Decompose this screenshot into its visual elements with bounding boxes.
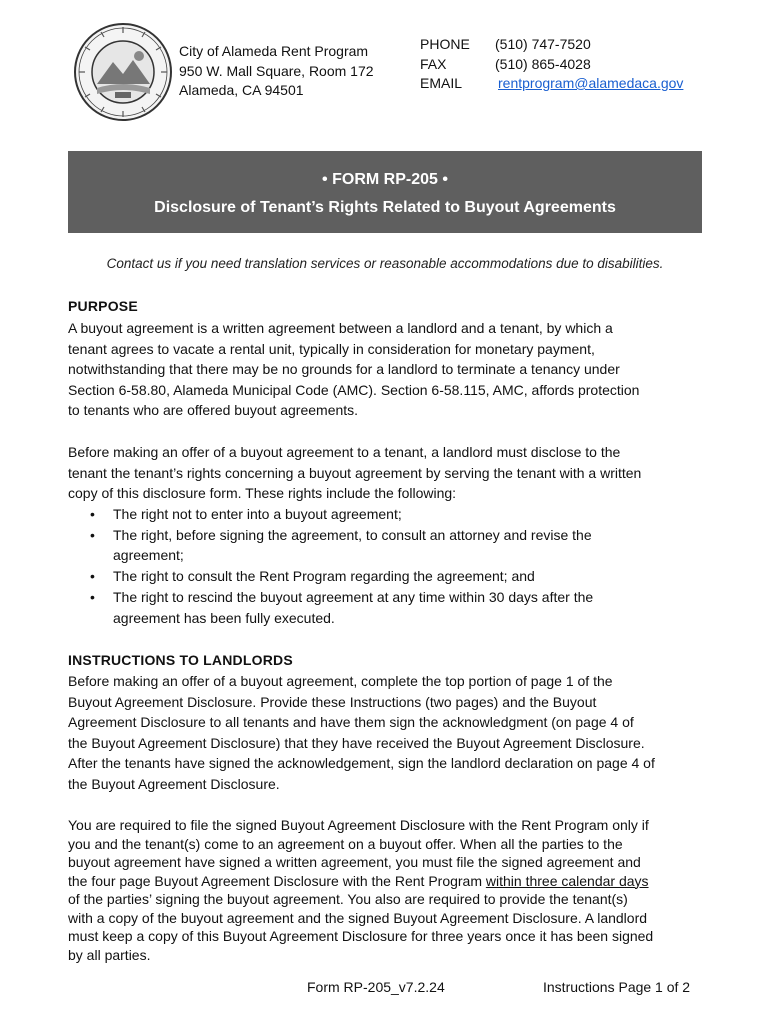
- text-line: the Buyout Agreement Disclosure) that they have received the Buyout Agreement Disclosure.: [68, 734, 645, 751]
- list-item: [90, 566, 593, 587]
- list-item: [90, 504, 593, 525]
- text-line: by all parties.: [68, 946, 151, 963]
- text-line: The right to rescind the buyout agreement at any time within 30 days after the: [113, 588, 594, 605]
- fax-number: (510) 865-4028: [495, 55, 591, 72]
- text-line: The right to consult the Rent Program regarding the agreement; and: [113, 568, 535, 585]
- text-line: [68, 872, 708, 891]
- purpose-paragraph-2: [68, 442, 708, 504]
- form-number: • FORM RP-205 •: [322, 171, 448, 188]
- text-line: Before making an offer of a buyout agreement to a tenant, a landlord must disclose to the: [68, 444, 621, 460]
- address-line-1: City of Alameda Rent Program: [179, 43, 369, 59]
- text-line: tenant the tenant’s rights concerning a buyout agreement by serving the tenant with a written: [68, 464, 642, 481]
- purpose-paragraph-1: [68, 318, 708, 421]
- text-line: of the parties’ signing the buyout agreement. You also are required to provide the tenant(s): [68, 891, 628, 907]
- footer-page-number: Instructions Page 1 of 2: [543, 979, 691, 995]
- text-line: Section 6-58.80, Alameda Municipal Code (AMC). Section 6-58.115, AMC, affords protection: [68, 381, 640, 398]
- text-line: After the tenants have signed the acknowledgement, sign the landlord declaration on page 4 of: [68, 755, 655, 771]
- text-line: agreement;: [113, 547, 184, 564]
- deadline-emphasis: within three calendar days: [485, 872, 649, 889]
- email-label: EMAIL: [420, 75, 463, 91]
- text-line: tenant agrees to vacate a rental unit, typically in consideration for monetary payment,: [68, 340, 595, 357]
- address-line-2: 950 W. Mall Square, Room 172: [179, 62, 374, 79]
- bullet-icon: •: [90, 526, 95, 543]
- fax-label: FAX: [420, 55, 447, 72]
- text-line: Before making an offer of a buyout agreement, complete the top portion of page 1 of the: [68, 673, 613, 689]
- text-line: the Buyout Agreement Disclosure.: [68, 775, 280, 792]
- bullet-icon: •: [90, 588, 95, 605]
- phone-label: PHONE: [420, 36, 470, 52]
- accessibility-note: Contact us if you need translation services or reasonable accommodations due to disabilities.: [106, 256, 664, 271]
- text-line: with a copy of the buyout agreement and the signed Buyout Agreement Disclosure. A landlord: [68, 909, 648, 926]
- instructions-paragraph-2: [68, 816, 708, 964]
- list-item: [90, 587, 593, 628]
- text-line: to tenants who are offered buyout agreements.: [68, 402, 359, 418]
- phone-number: (510) 747-7520: [495, 36, 591, 52]
- text-line: A buyout agreement is a written agreement between a landlord and a tenant, by which a: [68, 320, 613, 336]
- agency-address: [179, 42, 374, 101]
- text-line: buyout agreement have signed a written agreement, you must file the signed agreement and: [68, 854, 641, 870]
- text-line: You are required to file the signed Buyout Agreement Disclosure with the Rent Program only if: [68, 817, 649, 833]
- list-item: [90, 525, 593, 566]
- form-subtitle: Disclosure of Tenant’s Rights Related to Buyout Agreements: [154, 199, 616, 216]
- footer-form-id: Form RP-205_v7.2.24: [307, 979, 445, 995]
- city-seal-logo: [73, 22, 173, 122]
- rights-list: [90, 504, 593, 628]
- text-line: The right, before signing the agreement, to consult an attorney and revise the: [113, 526, 592, 543]
- instructions-paragraph-1: [68, 671, 708, 794]
- address-line-3: Alameda, CA 94501: [179, 82, 304, 98]
- text-line: you and the tenant(s) come to an agreement on a buyout offer. When all the parties to the: [68, 835, 623, 852]
- text-line: notwithstanding that there may be no grounds for a landlord to terminate a tenancy under: [68, 361, 620, 377]
- instructions-heading: INSTRUCTIONS TO LANDLORDS: [68, 652, 293, 668]
- email-link[interactable]: rentprogram@alamedaca.gov: [498, 75, 684, 91]
- text-line: copy of this disclosure form. These rights include the following:: [68, 485, 457, 501]
- text-line: agreement has been fully executed.: [113, 609, 335, 626]
- bullet-icon: •: [90, 568, 95, 585]
- text-line: The right not to enter into a buyout agreement;: [113, 506, 402, 522]
- text-line: Agreement Disclosure to all tenants and have them sign the acknowledgment (on page 4 of: [68, 714, 634, 730]
- text-segment: the four page Buyout Agreement Disclosure with the Rent Program: [68, 872, 486, 889]
- text-line: must keep a copy of this Buyout Agreement Disclosure for three years once it has been signed: [68, 928, 654, 944]
- bullet-icon: •: [90, 506, 95, 522]
- form-title-banner: [68, 151, 702, 233]
- purpose-heading: PURPOSE: [68, 298, 138, 314]
- text-line: Buyout Agreement Disclosure. Provide these Instructions (two pages) and the Buyout: [68, 693, 597, 710]
